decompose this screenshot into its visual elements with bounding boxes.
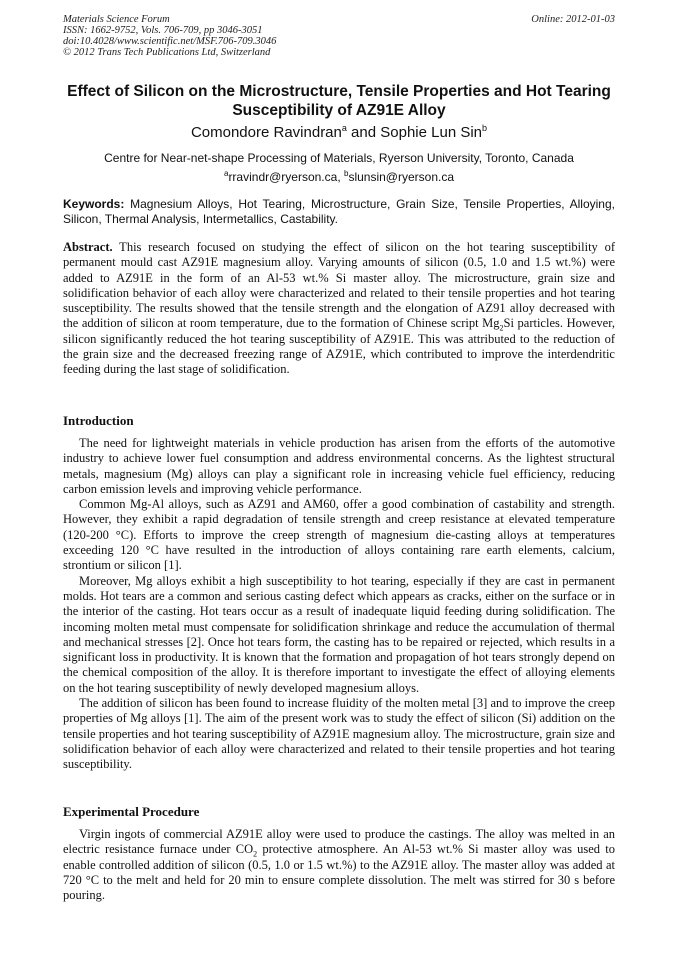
paper-title: Effect of Silicon on the Microstructure, Tensile Properties and Hot Tearing Susceptibility of AZ91E Alloy [67, 83, 611, 119]
journal-issn: ISSN: 1662-9752, Vols. 706-709, pp 3046-3051 [63, 25, 263, 36]
abstract-paragraph [63, 240, 615, 378]
keywords [63, 197, 615, 227]
author-name: Comondore Ravindran [190, 124, 342, 141]
author-list [63, 123, 615, 141]
email-line [63, 169, 615, 184]
email-marker: b [343, 169, 349, 178]
journal-header [63, 14, 615, 58]
email-marker: a [223, 169, 229, 178]
paragraph: Common Mg-Al alloys, such as AZ91 and AM60, offer a good combination of castability and strength. However, they exhibit a rapid degradation of tensile strength and creep resistance at elevated temperature (120-200 °C). Efforts to improve the creep strength of magnesium die-casting alloys at temperatures exceeding 120 °C have resulted in the introduction of alloys containing rare earth elements, calcium, strontium or silicon [1]. [63, 497, 615, 573]
email-address: rravindr@ryerson.ca, [228, 170, 344, 184]
subscript: 2 [499, 323, 504, 333]
abstract-text: This research focused on studying the effect of silicon on the hot tearing susceptibility of permanent mould cast AZ91E magnesium alloy. Varying amounts of silicon (0.5, 1.0 and 1.5 wt.%) were added to AZ91E in the form of an Al-53 wt.% Si master alloy. The microstructure, grain size and solidification behavior of each alloy were characterized and related to their tensile properties and hot tearing susceptibility. The results showed that the tensile strength and the elongation of AZ91 alloy decreased with the addition of silicon at room temperature, due to the formation of Chinese script Mg [63, 240, 615, 331]
section-heading-introduction: Introduction [63, 413, 134, 428]
abstract [63, 240, 615, 378]
subscript: 2 [253, 849, 258, 859]
abstract-text: Si particles. However, silicon significantly reduced the hot tearing susceptibility of AZ91E. This was attributed to the reduction of the grain size and the decreased freezing range of AZ91E, which contributed to improve the interdendritic feeding during the last stage of solidification. [63, 316, 616, 377]
paragraph: The need for lightweight materials in vehicle production has arisen from the efforts of the automotive industry to achieve lower fuel consumption and address environmental concerns. As the lightest structural metals, magnesium (Mg) alloys can play a significant role in increasing vehicle fuel efficiency, reducing carbon emission levels and improving vehicle performance. [63, 436, 615, 496]
paragraph-text: protective atmosphere. An Al-53 wt.% Si master alloy was used to enable controlled addition of silicon (0.5, 1.0 or 1.5 wt.%) to the AZ91E alloy. The master alloy was added at 720 °C to the melt and held for 20 min to ensure complete dissolution. The melt was stirred for 30 s before pouring. [63, 842, 615, 903]
journal-doi: doi:10.4028/www.scientific.net/MSF.706-709.3046 [63, 36, 277, 47]
journal-copyright: © 2012 Trans Tech Publications Ltd, Switzerland [63, 47, 271, 58]
keywords-label: Keywords: [63, 197, 125, 211]
author-conjunction: and [346, 124, 381, 141]
author-affil-marker: a [341, 123, 347, 133]
paragraph [63, 827, 615, 903]
paragraph: The addition of silicon has been found to increase fluidity of the molten metal [3] and to improve the creep properties of Mg alloys [1]. The aim of the present work was to study the effect of silicon (Si) addition on the tensile properties and hot tearing susceptibility of AZ91E magnesium alloy. The microstructure, grain size and solidification behavior of each alloy were characterized and related to their tensile properties and hot tearing susceptibility. [63, 696, 615, 772]
paragraph: Moreover, Mg alloys exhibit a high susceptibility to hot tearing, especially if they are cast in permanent molds. Hot tears are a common and serious casting defect which appears as cracks, either on the surface or in the interior of the casting. Hot tears occur as a result of inadequate liquid feeding during solidification. The incoming molten metal must compensate for solidification shrinkage and reduce the accumulation of thermal and mechanical stresses [2]. Once hot tears form, the casting has to be repaired or rejected, which results in a significant loss in productivity. It is known that the formation and propagation of hot tears strongly depend on the chemical composition of the alloy. It is therefore important to investigate the effect of alloying elements on the hot tearing susceptibility of newly developed magnesium alloys. [63, 573, 615, 695]
author-affil-marker: b [482, 123, 488, 133]
keywords-text: Magnesium Alloys, Hot Tearing, Microstructure, Grain Size, Tensile Properties, Alloying, Silicon, Thermal Analysis, Intermetallics, Castability. [63, 197, 615, 226]
experimental-section [63, 827, 615, 903]
introduction-section [63, 436, 615, 773]
author-name: Sophie Lun Sin [380, 124, 483, 141]
abstract-label: Abstract. [63, 240, 113, 254]
paragraph-text: Virgin ingots of commercial AZ91E alloy were used to produce the castings. The alloy was melted in an electric resistance furnace under CO [63, 827, 615, 857]
journal-name: Materials Science Forum [63, 14, 170, 25]
online-date: Online: 2012-01-03 [531, 14, 615, 25]
affiliation: Centre for Near-net-shape Processing of Materials, Ryerson University, Toronto, Canada [104, 151, 574, 165]
section-heading-experimental: Experimental Procedure [63, 804, 200, 819]
email-address: slunsin@ryerson.ca [348, 170, 454, 184]
